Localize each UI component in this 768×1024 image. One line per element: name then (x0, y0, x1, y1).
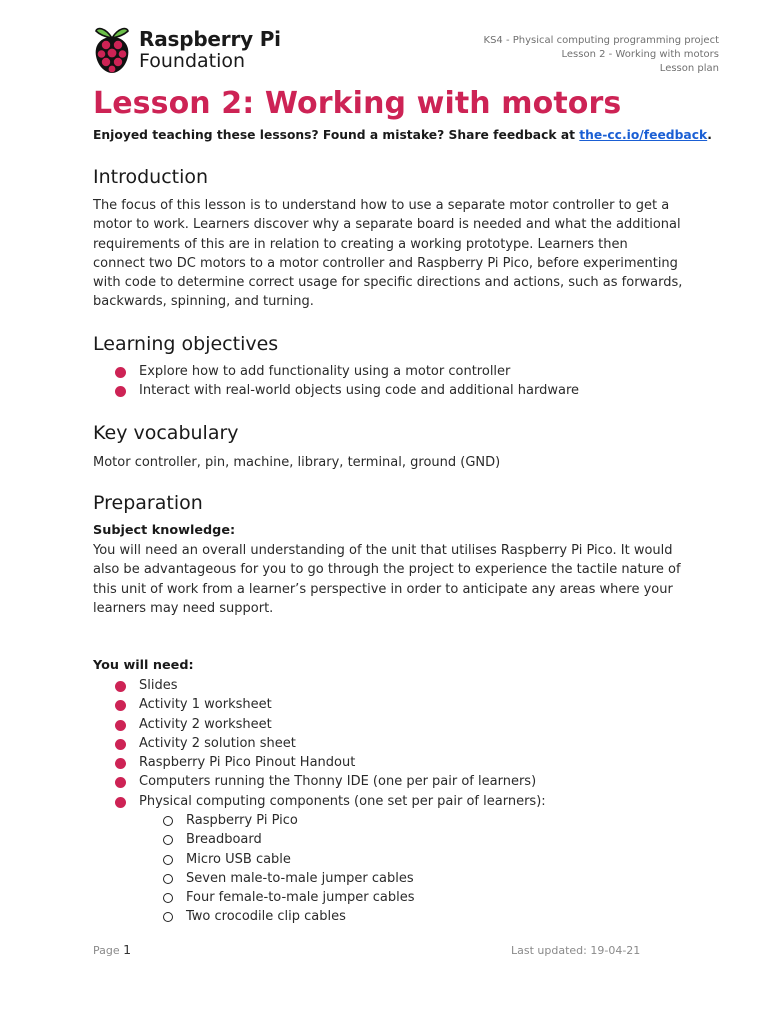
list-item: Interact with real-world objects using code and additional hardware (93, 381, 579, 400)
bullet-dot (115, 386, 126, 397)
bullet-dot (115, 777, 126, 788)
list-item: Activity 2 solution sheet (93, 734, 546, 753)
list-item: Breadboard (93, 830, 415, 849)
bullet-dot (115, 681, 126, 692)
raspberry-pi-foundation-logo (93, 25, 281, 75)
bullet-dot (115, 720, 126, 731)
hollow-bullet (163, 912, 173, 922)
logo-line-2: Foundation (139, 50, 246, 72)
feedback-line (93, 128, 712, 142)
list-item: Physical computing components (one set per pair of learners): (93, 792, 546, 811)
objectives-list (93, 362, 579, 401)
list-item: Micro USB cable (93, 850, 415, 869)
list-item: Activity 2 worksheet (93, 715, 546, 734)
document-type: Lesson plan (659, 63, 719, 74)
key-vocabulary-heading: Key vocabulary (93, 422, 239, 444)
list-item: Seven male-to-male jumper cables (93, 869, 415, 888)
header-meta (484, 34, 719, 76)
feedback-end: . (707, 128, 712, 142)
materials-list (93, 676, 546, 811)
feedback-text: Enjoyed teaching these lessons? Found a mistake? Share feedback at (93, 128, 580, 142)
hollow-bullet (163, 835, 173, 845)
list-item: Computers running the Thonny IDE (one per pair of learners) (93, 772, 546, 791)
list-item: Two crocodile clip cables (93, 907, 415, 926)
key-vocabulary-body: Motor controller, pin, machine, library, terminal, ground (GND) (93, 455, 501, 470)
list-item: Activity 1 worksheet (93, 695, 546, 714)
feedback-link[interactable]: the-cc.io/feedback (579, 128, 708, 142)
list-item: Raspberry Pi Pico (93, 811, 415, 830)
list-item: Four female-to-male jumper cables (93, 888, 415, 907)
logo-line-1: Raspberry Pi (139, 27, 281, 51)
last-updated: Last updated: 19-04-21 (511, 944, 641, 957)
hollow-bullet (163, 893, 173, 903)
lesson-name: Lesson 2 - Working with motors (561, 49, 719, 60)
subject-knowledge-label: Subject knowledge: (93, 523, 236, 538)
subject-knowledge-body: You will need an overall understanding of the unit that utilises Raspberry Pi Pico. It would also be advantageous for you to go through the project to experience the tactile nature of this unit of work from a learner’s perspective in order to anticipate any areas where your learners may need support. (93, 543, 681, 616)
hollow-bullet (163, 874, 173, 884)
you-will-need-label: You will need: (93, 658, 194, 673)
list-item: Explore how to add functionality using a motor controller (93, 362, 579, 381)
introduction-body: The focus of this lesson is to understand how to use a separate motor controller to get a motor to work. Learners discover why a separate board is needed and what the additional requirements of this are in relation to creating a working prototype. Learners then connect two DC motors to a motor controller and Raspberry Pi Pico, before experimenting with code to determine correct usage for specific directions and actions, such as forwards, backwards, spinning, and turning. (93, 198, 683, 310)
hollow-bullet (163, 855, 173, 865)
list-item: Slides (93, 676, 546, 695)
page-number (93, 942, 131, 957)
bullet-dot (115, 797, 126, 808)
introduction-heading: Introduction (93, 166, 209, 188)
bullet-dot (115, 367, 126, 378)
page-number-value: 1 (123, 942, 132, 957)
page-title: Lesson 2: Working with motors (93, 86, 622, 121)
course-name: KS4 - Physical computing programming project (483, 35, 719, 46)
bullet-dot (115, 739, 126, 750)
raspberry-icon (93, 25, 131, 75)
preparation-heading: Preparation (93, 492, 203, 514)
bullet-dot (115, 758, 126, 769)
page-label: Page (93, 944, 124, 957)
list-item: Raspberry Pi Pico Pinout Handout (93, 753, 546, 772)
learning-objectives-heading: Learning objectives (93, 333, 279, 355)
hollow-bullet (163, 816, 173, 826)
components-list (93, 811, 415, 927)
bullet-dot (115, 700, 126, 711)
